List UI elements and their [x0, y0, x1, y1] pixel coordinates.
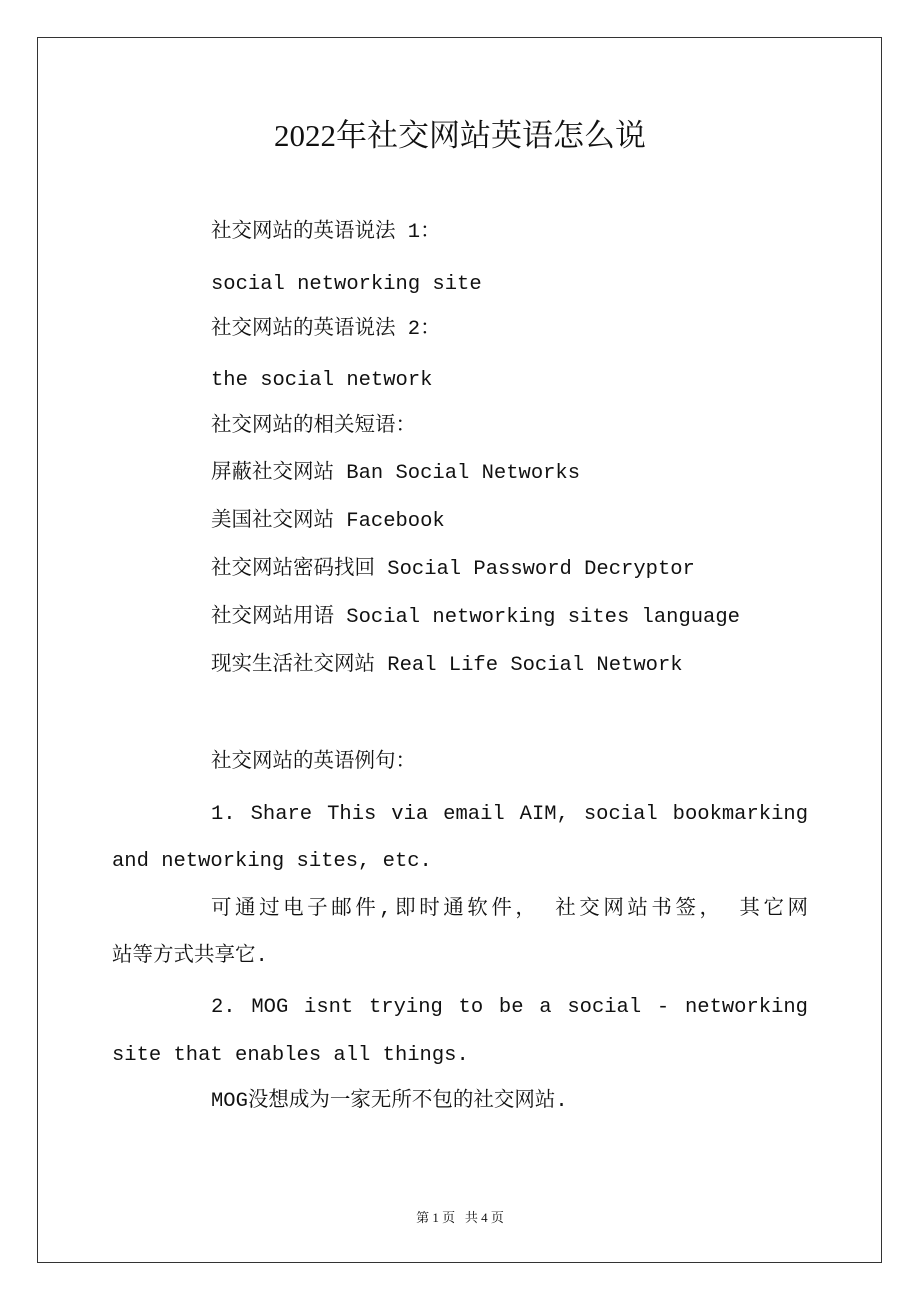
- heading-usage-2: 社交网站的英语说法 2：: [211, 318, 441, 341]
- heading-usage-1: 社交网站的英语说法 1：: [211, 221, 441, 244]
- heading-phrases: 社交网站的相关短语：: [211, 415, 416, 438]
- phrase-item: 现实生活社交网站 Real Life Social Network: [211, 654, 683, 677]
- example-1-chinese-cont: 站等方式共享它.: [112, 945, 268, 968]
- document-title: 2022年社交网站英语怎么说: [274, 118, 646, 153]
- example-1-english-cont: and networking sites, etc.: [112, 850, 432, 873]
- example-1-english: 1. Share This via email AIM, social bookmarking: [211, 803, 808, 826]
- page-border: [37, 37, 882, 1263]
- english-usage-2: the social network: [211, 369, 433, 392]
- phrase-item: 屏蔽社交网站 Ban Social Networks: [211, 462, 581, 485]
- phrase-item: 社交网站密码找回 Social Password Decryptor: [211, 558, 695, 581]
- heading-examples: 社交网站的英语例句：: [211, 751, 416, 774]
- example-2-chinese: MOG没想成为一家无所不包的社交网站.: [211, 1090, 568, 1113]
- example-2-english-cont: site that enables all things.: [112, 1044, 469, 1067]
- phrase-item: 美国社交网站 Facebook: [211, 510, 445, 533]
- example-2-english: 2. MOG isnt trying to be a social - networking: [211, 996, 808, 1019]
- page-footer: 第 1 页 共 4 页: [416, 1210, 504, 1225]
- phrase-item: 社交网站用语 Social networking sites language: [211, 606, 740, 629]
- english-usage-1: social networking site: [211, 273, 482, 296]
- example-1-chinese: 可通过电子邮件,即时通软件， 社交网站书签， 其它网: [211, 898, 808, 921]
